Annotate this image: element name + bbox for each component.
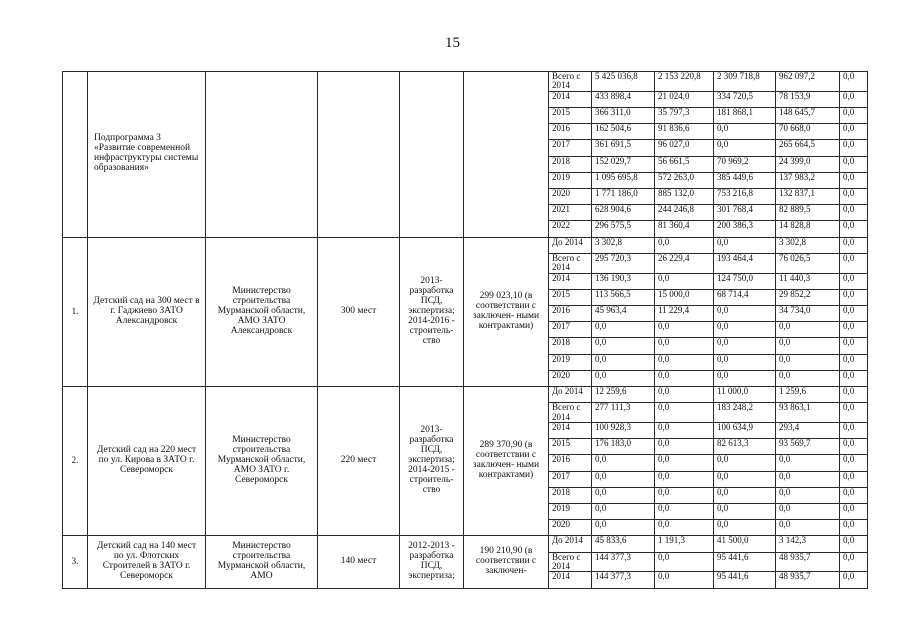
cost: 289 370,90 (в соответствии с заключен- ными контрактами) (464, 386, 549, 535)
value-cell: 0,0 (840, 108, 868, 124)
year-cell: 2018 (549, 338, 592, 354)
year-cell: До 2014 (549, 536, 592, 552)
value-cell: 0,0 (592, 322, 655, 338)
year-cell: Всего с 2014 (549, 253, 592, 273)
table-row (63, 237, 868, 253)
value-cell: 0,0 (714, 322, 776, 338)
value-cell: 91 836,6 (655, 124, 714, 140)
capacity: 140 мест (318, 536, 400, 588)
value-cell: 0,0 (714, 306, 776, 322)
stages: 2013- разработка ПСД, экспертиза; 2014-2015 - строитель- ство (400, 386, 464, 535)
value-cell: 14 828,8 (776, 221, 840, 237)
year-cell: 2020 (549, 189, 592, 205)
value-cell: 2 309 718,8 (714, 72, 776, 92)
value-cell: 15 000,0 (655, 289, 714, 305)
value-cell: 0,0 (840, 273, 868, 289)
value-cell: 5 425 036,8 (592, 72, 655, 92)
value-cell: 137 983,2 (776, 172, 840, 188)
value-cell: 0,0 (840, 172, 868, 188)
value-cell: 0,0 (655, 520, 714, 536)
value-cell: 41 500,0 (714, 536, 776, 552)
value-cell: 113 566,5 (592, 289, 655, 305)
value-cell: 433 898,4 (592, 91, 655, 107)
value-cell: 0,0 (714, 124, 776, 140)
year-cell: 2015 (549, 289, 592, 305)
table-row (63, 386, 868, 402)
value-cell: 181 868,1 (714, 108, 776, 124)
value-cell: 56 661,5 (655, 156, 714, 172)
year-cell: 2019 (549, 503, 592, 519)
cost: 299 023,10 (в соответствии с заключен- ными контрактами) (464, 237, 549, 386)
value-cell: 0,0 (592, 338, 655, 354)
value-cell: 148 645,7 (776, 108, 840, 124)
year-cell: 2015 (549, 108, 592, 124)
value-cell: 136 190,3 (592, 273, 655, 289)
year-cell: Всего с 2014 (549, 72, 592, 92)
value-cell: 0,0 (840, 471, 868, 487)
year-cell: 2020 (549, 520, 592, 536)
value-cell: 0,0 (714, 520, 776, 536)
value-cell: 0,0 (714, 237, 776, 253)
value-cell: 0,0 (655, 386, 714, 402)
value-cell: 93 569,7 (776, 439, 840, 455)
value-cell: 0,0 (840, 423, 868, 439)
empty-cell (464, 72, 549, 238)
value-cell: 1 259,6 (776, 386, 840, 402)
value-cell: 0,0 (655, 572, 714, 588)
table-row (63, 536, 868, 552)
year-cell: Всего с 2014 (549, 552, 592, 572)
year-cell: 2017 (549, 471, 592, 487)
value-cell: 78 153,9 (776, 91, 840, 107)
value-cell: 0,0 (655, 273, 714, 289)
value-cell: 0,0 (655, 237, 714, 253)
year-cell: 2014 (549, 423, 592, 439)
year-cell: 2014 (549, 572, 592, 588)
value-cell: 132 837,1 (776, 189, 840, 205)
value-cell: 0,0 (592, 503, 655, 519)
value-cell: 0,0 (840, 72, 868, 92)
value-cell: 0,0 (840, 91, 868, 107)
value-cell: 0,0 (840, 487, 868, 503)
value-cell: 0,0 (655, 439, 714, 455)
value-cell: 295 720,3 (592, 253, 655, 273)
year-cell: До 2014 (549, 237, 592, 253)
value-cell: 82 613,3 (714, 439, 776, 455)
value-cell: 21 024,0 (655, 91, 714, 107)
value-cell: 0,0 (776, 370, 840, 386)
value-cell: 70 969,2 (714, 156, 776, 172)
value-cell: 296 575,5 (592, 221, 655, 237)
value-cell: 0,0 (840, 370, 868, 386)
value-cell: 0,0 (840, 354, 868, 370)
value-cell: 0,0 (776, 471, 840, 487)
value-cell: 244 246,8 (655, 205, 714, 221)
year-cell: 2015 (549, 439, 592, 455)
value-cell: 96 027,0 (655, 140, 714, 156)
page-number: 15 (445, 35, 460, 51)
value-cell: 885 132,0 (655, 189, 714, 205)
value-cell: 93 863,1 (776, 403, 840, 423)
value-cell: 68 714,4 (714, 289, 776, 305)
value-cell: 0,0 (776, 338, 840, 354)
value-cell: 0,0 (655, 487, 714, 503)
object-name: Детский сад на 140 мест по ул. Флотских Строителей в ЗАТО г. Североморск (88, 536, 206, 588)
value-cell: 0,0 (776, 487, 840, 503)
value-cell: 11 000,0 (714, 386, 776, 402)
empty-cell (400, 72, 464, 238)
object-name: Детский сад на 300 мест в г. Гаджиево ЗАТО Александровск (88, 237, 206, 386)
value-cell: 82 889,5 (776, 205, 840, 221)
value-cell: 1 771 186,0 (592, 189, 655, 205)
value-cell: 0,0 (655, 471, 714, 487)
value-cell: 0,0 (840, 322, 868, 338)
stages: 2013- разработка ПСД, экспертиза; 2014-2016 - строитель- ство (400, 237, 464, 386)
value-cell: 0,0 (714, 354, 776, 370)
value-cell: 95 441,6 (714, 552, 776, 572)
year-cell: 2016 (549, 124, 592, 140)
value-cell: 277 111,3 (592, 403, 655, 423)
value-cell: 0,0 (840, 403, 868, 423)
value-cell: 0,0 (776, 322, 840, 338)
value-cell: 0,0 (776, 520, 840, 536)
value-cell: 265 664,5 (776, 140, 840, 156)
object-name: Детский сад на 220 мест по ул. Кирова в ЗАТО г. Североморск (88, 386, 206, 535)
value-cell: 0,0 (840, 289, 868, 305)
value-cell: 334 720,5 (714, 91, 776, 107)
value-cell: 0,0 (592, 471, 655, 487)
value-cell: 0,0 (840, 386, 868, 402)
executor: Министерство строительства Мурманской области, АМО ЗАТО Александровск (206, 237, 318, 386)
cost: 190 210,90 (в соответствии с заключен- (464, 536, 549, 588)
value-cell: 0,0 (592, 455, 655, 471)
value-cell: 753 216,8 (714, 189, 776, 205)
value-cell: 200 386,3 (714, 221, 776, 237)
value-cell: 0,0 (714, 140, 776, 156)
item-number: 1. (63, 237, 88, 386)
value-cell: 152 029,7 (592, 156, 655, 172)
year-cell: 2019 (549, 354, 592, 370)
value-cell: 100 928,3 (592, 423, 655, 439)
value-cell: 0,0 (714, 503, 776, 519)
budget-table (62, 71, 868, 589)
value-cell: 76 026,5 (776, 253, 840, 273)
value-cell: 0,0 (776, 455, 840, 471)
value-cell: 0,0 (655, 552, 714, 572)
value-cell: 0,0 (655, 370, 714, 386)
value-cell: 0,0 (840, 520, 868, 536)
value-cell: 0,0 (840, 439, 868, 455)
value-cell: 0,0 (592, 354, 655, 370)
value-cell: 95 441,6 (714, 572, 776, 588)
value-cell: 48 935,7 (776, 572, 840, 588)
value-cell: 11 440,3 (776, 273, 840, 289)
empty-cell (206, 72, 318, 238)
value-cell: 0,0 (714, 370, 776, 386)
value-cell: 628 904,6 (592, 205, 655, 221)
value-cell: 81 360,4 (655, 221, 714, 237)
value-cell: 0,0 (840, 237, 868, 253)
value-cell: 12 259,6 (592, 386, 655, 402)
value-cell: 0,0 (840, 503, 868, 519)
value-cell: 193 464,4 (714, 253, 776, 273)
value-cell: 11 229,4 (655, 306, 714, 322)
value-cell: 144 377,3 (592, 552, 655, 572)
value-cell: 26 229,4 (655, 253, 714, 273)
value-cell: 176 183,0 (592, 439, 655, 455)
value-cell: 48 935,7 (776, 552, 840, 572)
value-cell: 29 852,2 (776, 289, 840, 305)
value-cell: 183 248,2 (714, 403, 776, 423)
value-cell: 0,0 (840, 455, 868, 471)
value-cell: 0,0 (592, 520, 655, 536)
value-cell: 572 263,0 (655, 172, 714, 188)
value-cell: 35 797,3 (655, 108, 714, 124)
year-cell: Всего с 2014 (549, 403, 592, 423)
value-cell: 361 691,5 (592, 140, 655, 156)
value-cell: 0,0 (655, 503, 714, 519)
stages: 2012-2013 - разработка ПСД, экспертиза; (400, 536, 464, 588)
year-cell: 2020 (549, 370, 592, 386)
value-cell: 1 095 695,8 (592, 172, 655, 188)
value-cell: 0,0 (840, 552, 868, 572)
value-cell: 366 311,0 (592, 108, 655, 124)
executor: Министерство строительства Мурманской области, АМО ЗАТО г. Североморск (206, 386, 318, 535)
value-cell: 3 302,8 (592, 237, 655, 253)
year-cell: 2018 (549, 156, 592, 172)
value-cell: 0,0 (714, 471, 776, 487)
value-cell: 45 833,6 (592, 536, 655, 552)
value-cell: 100 634,9 (714, 423, 776, 439)
year-cell: До 2014 (549, 386, 592, 402)
value-cell: 24 399,0 (776, 156, 840, 172)
capacity: 220 мест (318, 386, 400, 535)
year-cell: 2021 (549, 205, 592, 221)
year-cell: 2017 (549, 322, 592, 338)
empty-cell (318, 72, 400, 238)
value-cell: 0,0 (840, 536, 868, 552)
value-cell: 70 668,0 (776, 124, 840, 140)
year-cell: 2022 (549, 221, 592, 237)
year-cell: 2018 (549, 487, 592, 503)
value-cell: 0,0 (840, 140, 868, 156)
value-cell: 0,0 (655, 423, 714, 439)
value-cell: 0,0 (714, 487, 776, 503)
value-cell: 0,0 (592, 370, 655, 386)
year-cell: 2019 (549, 172, 592, 188)
value-cell: 3 142,3 (776, 536, 840, 552)
year-cell: 2016 (549, 455, 592, 471)
value-cell: 0,0 (840, 124, 868, 140)
value-cell: 0,0 (714, 455, 776, 471)
value-cell: 0,0 (655, 338, 714, 354)
value-cell: 162 504,6 (592, 124, 655, 140)
year-cell: 2014 (549, 273, 592, 289)
value-cell: 144 377,3 (592, 572, 655, 588)
value-cell: 2 153 220,8 (655, 72, 714, 92)
item-number: 3. (63, 536, 88, 588)
value-cell: 3 302,8 (776, 237, 840, 253)
value-cell: 0,0 (655, 354, 714, 370)
year-cell: 2016 (549, 306, 592, 322)
value-cell: 0,0 (840, 253, 868, 273)
value-cell: 0,0 (840, 306, 868, 322)
value-cell: 0,0 (840, 156, 868, 172)
value-cell: 34 734,0 (776, 306, 840, 322)
value-cell: 0,0 (840, 221, 868, 237)
item-number: 2. (63, 386, 88, 535)
year-cell: 2017 (549, 140, 592, 156)
value-cell: 0,0 (840, 572, 868, 588)
value-cell: 0,0 (776, 354, 840, 370)
value-cell: 124 750,0 (714, 273, 776, 289)
value-cell: 0,0 (840, 189, 868, 205)
value-cell: 0,0 (655, 403, 714, 423)
value-cell: 1 191,3 (655, 536, 714, 552)
value-cell: 0,0 (655, 455, 714, 471)
value-cell: 301 768,4 (714, 205, 776, 221)
value-cell: 385 449,6 (714, 172, 776, 188)
value-cell: 293,4 (776, 423, 840, 439)
value-cell: 45 963,4 (592, 306, 655, 322)
value-cell: 0,0 (840, 205, 868, 221)
value-cell: 0,0 (840, 338, 868, 354)
capacity: 300 мест (318, 237, 400, 386)
subprogram-title: Подпрограмма 3 «Развитие современной инфраструктуры системы образования» (88, 72, 206, 238)
value-cell: 962 097,2 (776, 72, 840, 92)
value-cell: 0,0 (776, 503, 840, 519)
value-cell: 0,0 (592, 487, 655, 503)
value-cell: 0,0 (655, 322, 714, 338)
table-row (63, 72, 868, 92)
row-number-cell (63, 72, 88, 238)
value-cell: 0,0 (714, 338, 776, 354)
executor: Министерство строительства Мурманской области, АМО (206, 536, 318, 588)
year-cell: 2014 (549, 91, 592, 107)
